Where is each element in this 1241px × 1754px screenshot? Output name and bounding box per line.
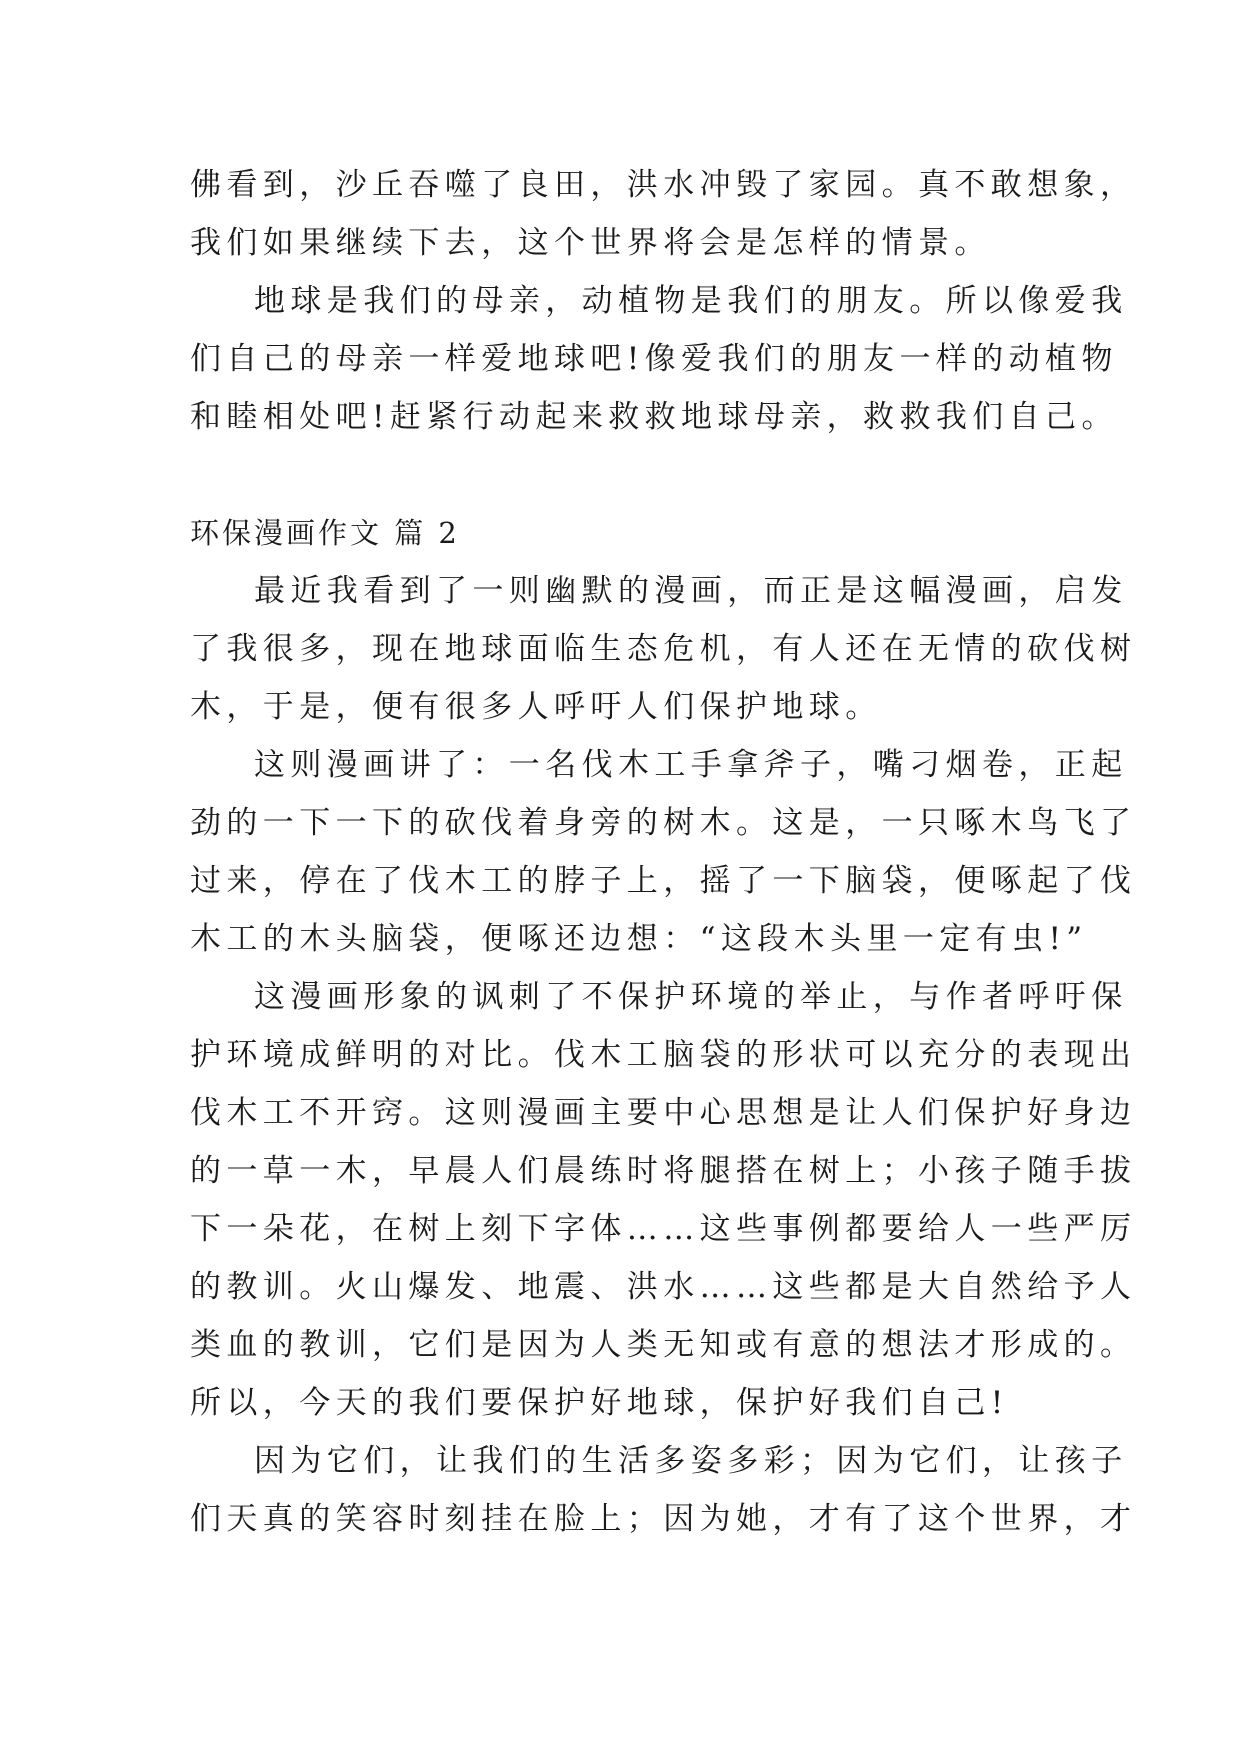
section-heading: 环保漫画作文 篇 2 xyxy=(190,516,460,550)
paragraph-line: 的教训。火山爆发、地震、洪水……这些都是大自然给予人 xyxy=(190,1269,1137,1305)
paragraph-line: 这则漫画讲了：一名伐木工手拿斧子，嘴刁烟卷，正起 xyxy=(254,747,1128,783)
paragraph-line: 我们如果继续下去，这个世界将会是怎样的情景。 xyxy=(190,225,991,261)
paragraph-line: 护环境成鲜明的对比。伐木工脑袋的形状可以充分的表现出 xyxy=(190,1037,1137,1073)
paragraph-line: 最近我看到了一则幽默的漫画，而正是这幅漫画，启发 xyxy=(254,573,1128,609)
paragraph-line: 地球是我们的母亲，动植物是我们的朋友。所以像爱我 xyxy=(254,283,1128,319)
paragraph-line: 们自己的母亲一样爱地球吧!像爱我们的朋友一样的动植物 xyxy=(190,341,1118,377)
paragraph-line: 所以，今天的我们要保护好地球，保护好我们自己! xyxy=(190,1385,1009,1421)
paragraph-line: 木工的木头脑袋，便啄还边想：“这段木头里一定有虫!” xyxy=(190,921,1088,957)
paragraph-line: 木，于是，便有很多人呼吁人们保护地球。 xyxy=(190,689,882,725)
paragraph-line: 伐木工不开窍。这则漫画主要中心思想是让人们保护好身边 xyxy=(190,1095,1137,1131)
paragraph-line: 过来，停在了伐木工的脖子上，摇了一下脑袋，便啄起了伐 xyxy=(190,863,1137,899)
paragraph-line: 因为它们，让我们的生活多姿多彩；因为它们，让孩子 xyxy=(254,1443,1128,1479)
paragraph-line: 这漫画形象的讽刺了不保护环境的举止，与作者呼吁保 xyxy=(254,979,1128,1015)
paragraph-line: 的一草一木，早晨人们晨练时将腿搭在树上；小孩子随手拔 xyxy=(190,1153,1137,1189)
paragraph-line: 类血的教训，它们是因为人类无知或有意的想法才形成的。 xyxy=(190,1327,1137,1363)
paragraph-line: 下一朵花，在树上刻下字体……这些事例都要给人一些严厉 xyxy=(190,1211,1137,1247)
paragraph-line: 劲的一下一下的砍伐着身旁的树木。这是，一只啄木鸟飞了 xyxy=(190,805,1137,841)
paragraph-line: 了我很多，现在地球面临生态危机，有人还在无情的砍伐树 xyxy=(190,631,1137,667)
paragraph-line: 佛看到，沙丘吞噬了良田，洪水冲毁了家园。真不敢想象， xyxy=(190,167,1137,203)
paragraph-line: 们天真的笑容时刻挂在脸上；因为她，才有了这个世界，才 xyxy=(190,1501,1137,1537)
paragraph-line: 和睦相处吧!赶紧行动起来救救地球母亲，救救我们自己。 xyxy=(190,399,1118,435)
